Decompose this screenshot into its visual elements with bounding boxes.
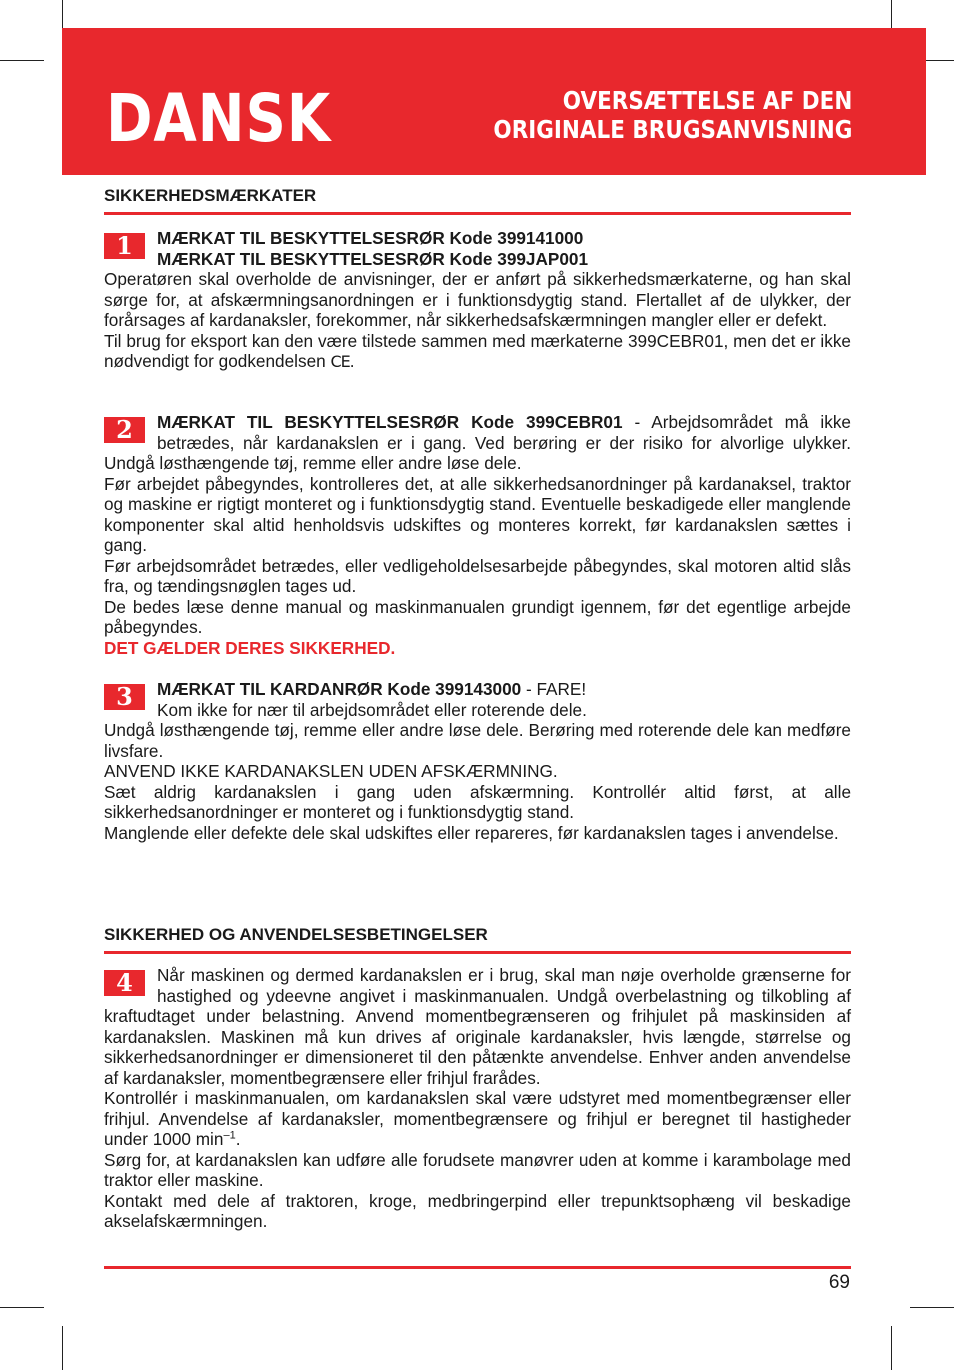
section-heading-safety-conditions: SIKKERHED OG ANVENDELSESBETINGELSER	[104, 925, 851, 954]
item-3-paragraph-1: Undgå løsthængende tøj, remme eller andre løse dele. Berøring med roterende dele kan medføre livsfare.	[104, 720, 851, 761]
item-4	[104, 965, 851, 1232]
crop-mark	[891, 1326, 892, 1370]
crop-mark	[0, 60, 44, 61]
item-4-paragraph-2: Kontrollér i maskinmanualen, om kardanakslen skal være udstyret med momentbegrænser eller frihjul. Anvendelse af kardanaksler, momentbegrænsere og frihjul er beregnet til hastigheder under 1000 $\min^{-1}$.	[104, 1088, 851, 1149]
item-3-paragraph-4: Manglende eller defekte dele skal udskiftes eller repareres, før kardanakslen tages i anvendelse.	[104, 822, 839, 843]
item-1-heading-line-2: MÆRKAT TIL BESKYTTELSESRØR Kode 399JAP001	[157, 248, 589, 269]
item-2-warning: DET GÆLDER DERES SIKKERHED.	[104, 637, 396, 658]
item-1	[104, 228, 851, 373]
item-4-paragraph-4: Kontakt med dele af traktoren, kroge, medbringerpind eller trepunktsophæng vil beskadige akselafskærmningen.	[104, 1190, 851, 1231]
footer-divider	[104, 1266, 851, 1269]
section-heading-safety-labels: SIKKERHEDSMÆRKATER	[104, 186, 851, 215]
item-2-paragraph-2: Før arbejdsområdet betrædes, eller vedligeholdelsesarbejde påbegyndes, skal motoren altid slås fra, og tændingsnøglen tages ud.	[104, 555, 851, 596]
subtitle-line-2: ORIGINALE BRUGSANVISNING	[493, 115, 852, 144]
item-number-badge: 4	[104, 970, 145, 996]
item-3-paragraph-3: Sæt aldrig kardanakslen i gang uden afskærmning. Kontrollér altid først, at alle sikkerhedsanordninger er monteret og i funktionsdygtig stand.	[104, 781, 851, 822]
language-title: DANSK	[106, 80, 332, 157]
page-number: 69	[828, 1272, 850, 1293]
crop-mark	[0, 1307, 44, 1308]
header-banner	[62, 28, 926, 175]
item-2-paragraph-3: De bedes læse denne manual og maskinmanualen grundigt igennem, før det egentlige arbejde påbegyndes.	[104, 596, 851, 637]
item-number-badge: 1	[104, 233, 145, 259]
item-1-paragraph-1: Operatøren skal overholde de anvisninger, der er anført på sikkerhedsmærkaterne, og han skal sørge for, at afskærmningsanordningen er i funktionsdygtig stand. Flertallet af de ulykker, der forårsages af kardanaksler, forekommer, når sikkerhedsafskærmningen mangler eller er defekt.	[104, 269, 851, 330]
item-3-paragraph-2: ANVEND IKKE KARDANAKSLEN UDEN AFSKÆRMNING.	[104, 761, 558, 781]
header-subtitle	[493, 86, 852, 144]
item-number-badge: 3	[104, 684, 145, 710]
item-3-line-2: Kom ikke for nær til arbejdsområdet eller roterende dele.	[157, 699, 587, 720]
item-3-heading: MÆRKAT TIL KARDANRØR Kode 399143000 - FARE!	[157, 679, 587, 699]
item-1-paragraph-2: Til brug for eksport kan den være tilstede sammen med mærkaterne 399CEBR01, men det er ikke nødvendigt for godkendelsen CE.	[104, 330, 851, 371]
crop-mark	[910, 1307, 954, 1308]
subtitle-line-1: OVERSÆTTELSE AF DEN	[562, 86, 852, 115]
item-1-heading-line-1: MÆRKAT TIL BESKYTTELSESRØR Kode 399141000	[157, 228, 584, 248]
item-3	[104, 679, 851, 843]
item-2	[104, 412, 851, 658]
item-2-heading: MÆRKAT TIL BESKYTTELSESRØR Kode 399CEBR01 - Arbejdsområdet må ikke betrædes, når kardanakslen er i gang. Ved berøring er der risiko for alvorlige ulykker. Undgå løsthængende tøj, remme eller andre løse dele.	[104, 412, 851, 473]
crop-mark	[62, 1326, 63, 1370]
item-4-paragraph-1: Når maskinen og dermed kardanakslen er i brug, skal man nøje overholde grænserne for hastighed og ydeevne angivet i maskinmanualen. Undgå overbelastning og tilkobling af kraftudtaget under belastning. Anvend momentbegrænseren og frihjulet på maskinsiden af kardanakslen. Maskinen må kun drives af originale kardanaksler, hvis længde, størrelse og sikkerhedsanordninger er dimensioneret til den påtænkte anvendelse. Enhver anden anvendelse af kardanaksler, momentbegrænsere eller frihjul frarådes.	[104, 965, 851, 1088]
item-2-paragraph-1: Før arbejdet påbegyndes, kontrolleres det, at alle sikkerhedsanordninger på kardanaksel, traktor og maskine er rigtigt monteret og i funktionsdygtig stand. Eventuelle beskadigede eller manglende komponenter skal altid henholdsvis udskiftes og monteres korrekt, før kardanakslen sættes i gang.	[104, 473, 851, 555]
item-number-badge: 2	[104, 417, 145, 443]
ce-mark: CE	[330, 352, 350, 371]
item-4-paragraph-3: Sørg for, at kardanakslen kan udføre alle forudsete manøvrer uden at komme i karambolage med traktor eller maskine.	[104, 1149, 851, 1190]
